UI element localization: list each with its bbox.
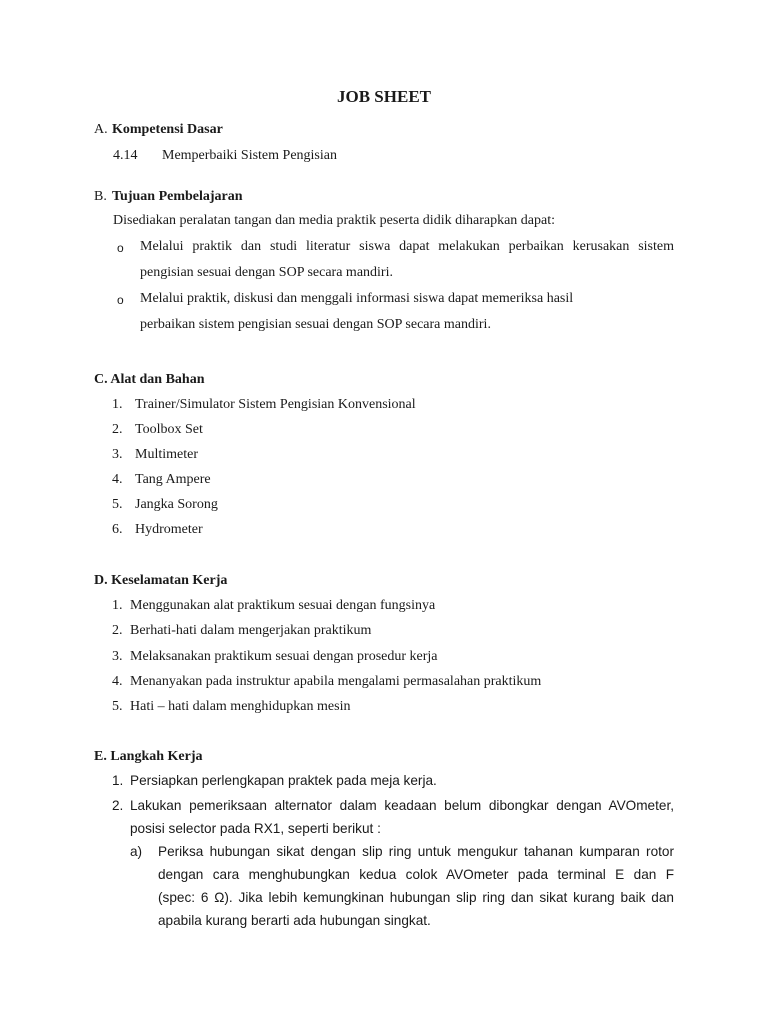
step-1-text: Persiapkan perlengkapan praktek pada meja kerja.	[130, 773, 437, 788]
list-item-text: Menanyakan pada instruktur apabila mengalami permasalahan praktikum	[130, 674, 542, 689]
section-a-letter: A.	[94, 122, 108, 137]
list-item-text: Melaksanakan praktikum sesuai dengan prosedur kerja	[130, 649, 438, 664]
section-e-heading: E. Langkah Kerja	[94, 749, 203, 764]
page-title: JOB SHEET	[336, 87, 431, 106]
list-item-number: 1.	[112, 773, 124, 788]
list-item-number: 2.	[112, 798, 124, 813]
list-item-number: 4.	[112, 472, 123, 487]
list-item-text: Menggunakan alat praktikum sesuai dengan fungsinya	[130, 598, 436, 613]
step-2-line2: posisi selector pada RX1, seperti berikut :	[130, 821, 381, 836]
bullet-marker: o	[117, 241, 124, 255]
list-item-number: 5.	[112, 497, 123, 512]
sub-step-line4: apabila kurang berarti ada hubungan singkat.	[158, 913, 431, 928]
objective-2-line1: Melalui praktik, diskusi dan menggali informasi siswa dapat memeriksa hasil	[140, 291, 574, 306]
list-item-text: Toolbox Set	[135, 422, 203, 437]
bullet-marker: o	[117, 293, 124, 307]
sub-step-line2: dengan cara menghubungkan kedua colok AVOmeter pada terminal E dan F	[158, 867, 674, 882]
section-c-heading: C. Alat dan Bahan	[94, 372, 205, 387]
step-2-line1: Lakukan pemeriksaan alternator dalam keadaan belum dibongkar dengan AVOmeter,	[130, 798, 674, 813]
list-item-text: Hydrometer	[135, 522, 203, 537]
objective-2-line2: perbaikan sistem pengisian sesuai dengan SOP secara mandiri.	[140, 317, 491, 332]
list-item-text: Trainer/Simulator Sistem Pengisian Konvensional	[135, 397, 416, 412]
list-item-number: 6.	[112, 522, 123, 537]
section-d-heading: D. Keselamatan Kerja	[94, 573, 228, 588]
list-item-number: 2.	[112, 623, 123, 638]
sub-step-line1: Periksa hubungan sikat dengan slip ring untuk mengukur tahanan kumparan rotor	[158, 844, 674, 859]
list-item-text: Tang Ampere	[135, 472, 211, 487]
section-b-letter: B.	[94, 189, 107, 204]
list-item-number: 1.	[112, 598, 123, 613]
objective-intro: Disediakan peralatan tangan dan media praktik peserta didik diharapkan dapat:	[113, 213, 555, 228]
sub-step-line3: (spec: 6 Ω). Jika lebih kemungkinan hubungan slip ring dan sikat kurang baik dan	[158, 890, 674, 905]
sub-step-marker: a)	[130, 844, 143, 859]
list-item-number: 2.	[112, 422, 123, 437]
objective-1-line2: pengisian sesuai dengan SOP secara mandiri.	[140, 265, 393, 280]
competency-text: Memperbaiki Sistem Pengisian	[162, 148, 337, 163]
list-item-number: 3.	[112, 649, 123, 664]
list-item-text: Hati – hati dalam menghidupkan mesin	[130, 699, 351, 714]
competency-code: 4.14	[113, 148, 138, 163]
list-item-text: Multimeter	[135, 447, 198, 462]
list-item-number: 3.	[112, 447, 123, 462]
list-item-number: 1.	[112, 397, 123, 412]
list-item-text: Jangka Sorong	[135, 497, 218, 512]
list-item-number: 5.	[112, 699, 123, 714]
list-item-text: Berhati-hati dalam mengerjakan praktikum	[130, 623, 372, 638]
section-b-heading: Tujuan Pembelajaran	[112, 189, 243, 204]
list-item-number: 4.	[112, 674, 123, 689]
objective-1-line1: Melalui praktik dan studi literatur siswa dapat melakukan perbaikan kerusakan sistem	[140, 239, 674, 254]
section-a-heading: Kompetensi Dasar	[112, 122, 223, 137]
